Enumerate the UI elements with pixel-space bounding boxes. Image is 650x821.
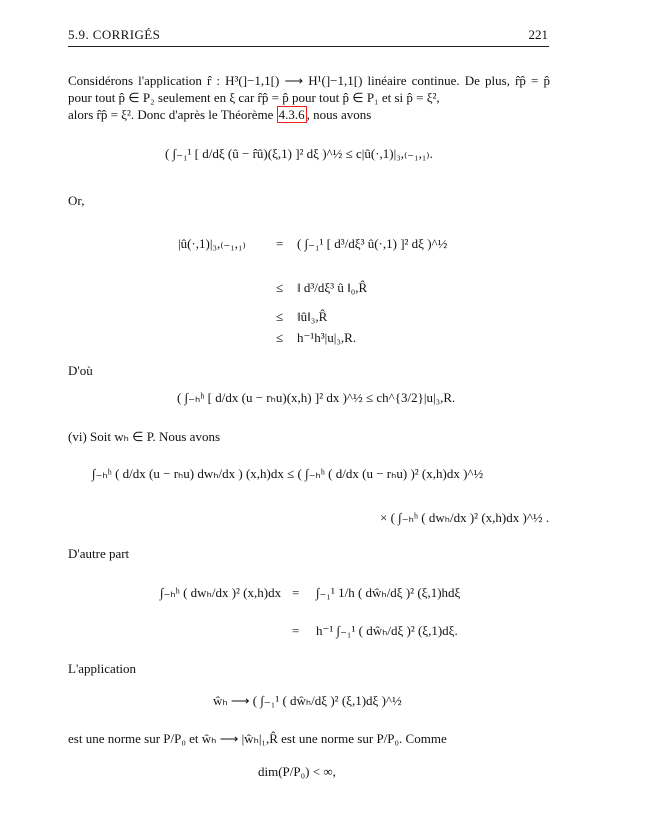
equation-3: ( ∫₋ₕʰ [ d/dx (u − rₕu)(x,h) ]² dx )^½ ≤ ch^{3/2}|u|₃,R. [177, 390, 456, 405]
equation-2-rhs-3: h⁻¹h³|u|₃,R. [297, 330, 357, 345]
dautre-label: D'autre part [68, 546, 130, 561]
equation-2-rel-3: ≤ [276, 330, 284, 345]
lapp-label: L'application [68, 661, 137, 676]
paragraph-intro [68, 72, 550, 123]
equation-2-rel-1: ≤ [276, 280, 284, 295]
section-title: 5.9. CORRIGÉS [68, 27, 161, 42]
equation-1 [165, 146, 433, 162]
equation-2-lhs: |û(·,1)|₃,₍₋₁,₁₎ [178, 236, 246, 251]
or-label: Or, [68, 193, 85, 208]
paragraph-intro-line3a: alors r̂p̂ = ξ². Donc d'après le Théorème [68, 107, 274, 122]
equation-5-lhs: ∫₋ₕʰ ( dwₕ/dx )² (x,h)dx [160, 585, 282, 600]
paragraph-intro-text: Considérons l'application r̂ : H³(]−1,1[) ⟶ H¹(]−1,1[) linéaire continue. De plus, r̂p̂ = p̂ pour tout p̂ ∈ P₂ seulement en ξ car r̂p̂ = p̂ pour tout p̂ ∈ P₁ et si p̂ = ξ², [68, 73, 550, 105]
equation-2-rhs-2: ‖û‖₃,R̂ [297, 309, 328, 324]
dou-label: D'où [68, 363, 93, 378]
equation-5-rhs-0: ∫₋₁¹ 1/h ( dŵₕ/dξ )² (ξ,1)hdξ [316, 585, 461, 600]
equation-5-rel-1: = [292, 623, 300, 638]
norm-paragraph: est une norme sur P/P₀ et ŵₕ ⟶ |ŵₕ|₁,R̂ est une norme sur P/P₀. Comme [68, 731, 447, 746]
equation-2-rel-2: ≤ [276, 309, 284, 324]
equation-5-rel-0: = [292, 585, 300, 600]
equation-2-rhs-0: ( ∫₋₁¹ [ d³/dξ³ û(·,1) ]² dξ )^½ [297, 236, 448, 251]
header-rule [68, 46, 549, 47]
equation-7: dim(P/P₀) < ∞, [258, 764, 336, 779]
equation-4-line-1: ∫₋ₕʰ ( d/dx (u − rₕu) dwₕ/dx ) (x,h)dx ≤ ( ∫₋ₕʰ ( d/dx (u − rₕu) )² (x,h)dx )^½ [92, 466, 484, 481]
equation-4-line-2: × ( ∫₋ₕʰ ( dwₕ/dx )² (x,h)dx )^½ . [380, 510, 550, 525]
paragraph-intro-line3b: , nous avons [306, 107, 372, 122]
theorem-link[interactable]: 4.3.6 [278, 107, 305, 122]
equation-2-rhs-1: ‖ d³/dξ³ û ‖₀,R̂ [297, 280, 368, 295]
equation-6: ŵₕ ⟶ ( ∫₋₁¹ ( dŵₕ/dξ )² (ξ,1)dξ )^½ [213, 693, 402, 708]
equation-1-text: ( ∫₋₁¹ [ d/dξ (û − r̂û)(ξ,1) ]² dξ )^½ ≤ c|û(·,1)|₃,₍₋₁,₁₎. [165, 146, 433, 161]
equation-5-rhs-1: h⁻¹ ∫₋₁¹ ( dŵₕ/dξ )² (ξ,1)dξ. [316, 623, 458, 638]
page-number: 221 [528, 27, 548, 42]
equation-2-rel-0: = [276, 236, 284, 251]
vi-paragraph: (vi) Soit wₕ ∈ P. Nous avons [68, 429, 221, 444]
